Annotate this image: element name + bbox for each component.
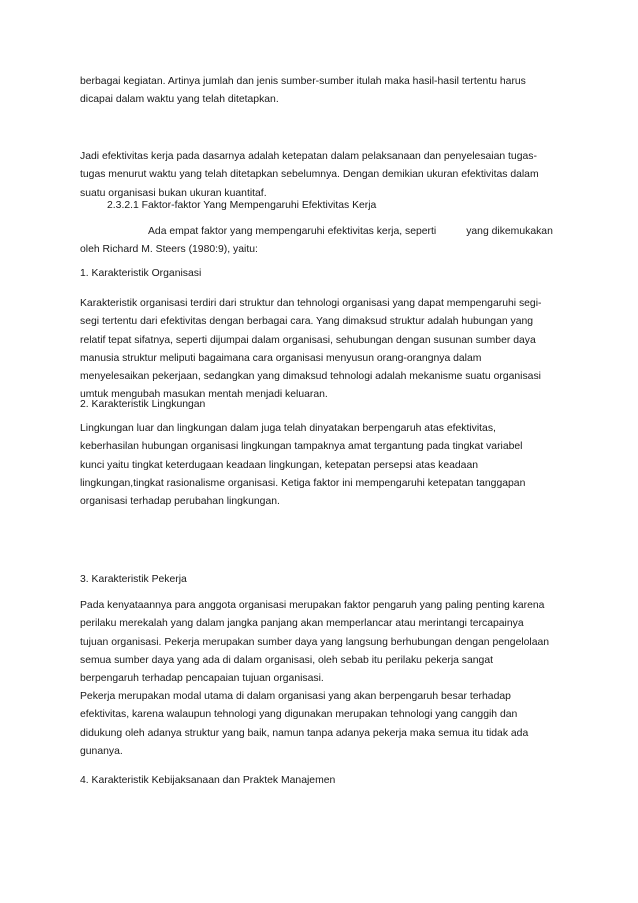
heading-karakteristik-kebijaksanaan: 4. Karakteristik Kebijaksanaan dan Praktek Manajemen: [80, 775, 336, 786]
text-line: perilaku merekalah yang dalam jangka panjang akan memperlancar atau merintangi tercapainya: [80, 618, 524, 630]
paragraph-karakteristik-lingkungan: [80, 420, 565, 511]
paragraph-karakteristik-pekerja: [80, 597, 565, 688]
text-line: kunci yaitu tingkat keterdugaan keadaan lingkungan, ketepatan persepsi atas keadaan: [80, 459, 479, 471]
text-line: lingkungan,tingkat rasionalisme organisasi. Ketiga faktor ini mempengaruhi ketepatan tanggapan: [80, 477, 526, 489]
text-line: tugas menurut waktu yang telah ditetapkan sebelumnya. Dengan demikian ukuran efektivitas dalam: [80, 169, 539, 181]
paragraph-effectiveness-definition: [80, 148, 565, 203]
text-line: suatu organisasi bukan ukuran kuantitaf.: [80, 187, 267, 199]
text-line: berpengaruh terhadap pencapaian tujuan organisasi.: [80, 673, 324, 685]
text-line: Karakteristik organisasi terdiri dari struktur dan tehnologi organisasi yang dapat mempengaruhi segi-: [80, 298, 542, 309]
text-line: didukung oleh adanya struktur yang baik, namun tanpa adanya pekerja maka semua itu tidak ada: [80, 727, 529, 739]
text-line: Jadi efektivitas kerja pada dasarnya adalah ketepatan dalam pelaksanaan dan penyelesaian tugas-: [80, 151, 537, 162]
text-segment: Ada empat faktor yang mempengaruhi efektivitas kerja, seperti: [148, 226, 437, 237]
heading-karakteristik-lingkungan: 2. Karakteristik Lingkungan: [80, 399, 206, 410]
text-line: umtuk mengubah masukan mentah menjadi keluaran.: [80, 389, 328, 401]
subsection-heading: 2.3.2.1 Faktor-faktor Yang Mempengaruhi Efektivitas Kerja: [107, 200, 377, 211]
text-line: tujuan organisasi. Pekerja merupakan sumber daya yang langsung berhubungan dengan pengelolaan: [80, 636, 550, 648]
text-line: organisasi terhadap perubahan lingkungan.: [80, 496, 280, 508]
text-line: semua sumber daya yang ada di dalam organisasi, oleh sebab itu perilaku pekerja sangat: [80, 654, 493, 666]
text-line: efektivitas, karena walaupun tehnologi yang digunakan merupakan tehnologi yang canggih dan: [80, 709, 518, 721]
paragraph-intro: [80, 73, 565, 110]
text-line: menyelesaikan pekerjaan, sedangkan yang dimaksud tehnologi adalah mekanisme suatu organisasi: [80, 371, 541, 383]
text-line: relatif tepat sifatnya, seperti dijumpai dalam organisasi, sehubungan dengan susunan sumber daya: [80, 334, 536, 346]
text-line: gunanya.: [80, 745, 123, 757]
paragraph-pekerja-modal: [80, 688, 565, 761]
text-line: Pada kenyataannya para anggota organisasi merupakan faktor pengaruh yang paling penting karena: [80, 600, 545, 611]
text-line: Pekerja merupakan modal utama di dalam organisasi yang akan berpengaruh besar terhadap: [80, 691, 511, 702]
heading-karakteristik-pekerja: 3. Karakteristik Pekerja: [80, 574, 187, 585]
text-line: [80, 223, 565, 241]
text-line: manusia struktur meliputi bagaimana cara organisasi menyusun orang-orangnya dalam: [80, 352, 482, 364]
text-segment: yang dikemukakan: [466, 226, 553, 237]
paragraph-karakteristik-organisasi: [80, 295, 565, 405]
text-line: berbagai kegiatan. Artinya jumlah dan jenis sumber-sumber itulah maka hasil-hasil tertentu harus: [80, 76, 526, 87]
text-line: oleh Richard M. Steers (1980:9), yaitu:: [80, 244, 258, 256]
heading-karakteristik-organisasi: 1. Karakteristik Organisasi: [80, 268, 202, 279]
text-line: Lingkungan luar dan lingkungan dalam juga telah dinyatakan berpengaruh atas efektivitas,: [80, 423, 496, 434]
paragraph-four-factors: [80, 223, 565, 260]
text-line: dicapai dalam waktu yang telah ditetapkan.: [80, 94, 279, 106]
text-line: segi tertentu dari efektivitas dengan berbagai cara. Yang dimaksud struktur adalah hubungan yang: [80, 316, 534, 328]
text-line: keberhasilan hubungan organisasi lingkungan tampaknya amat tergantung pada tingkat variabel: [80, 441, 523, 453]
